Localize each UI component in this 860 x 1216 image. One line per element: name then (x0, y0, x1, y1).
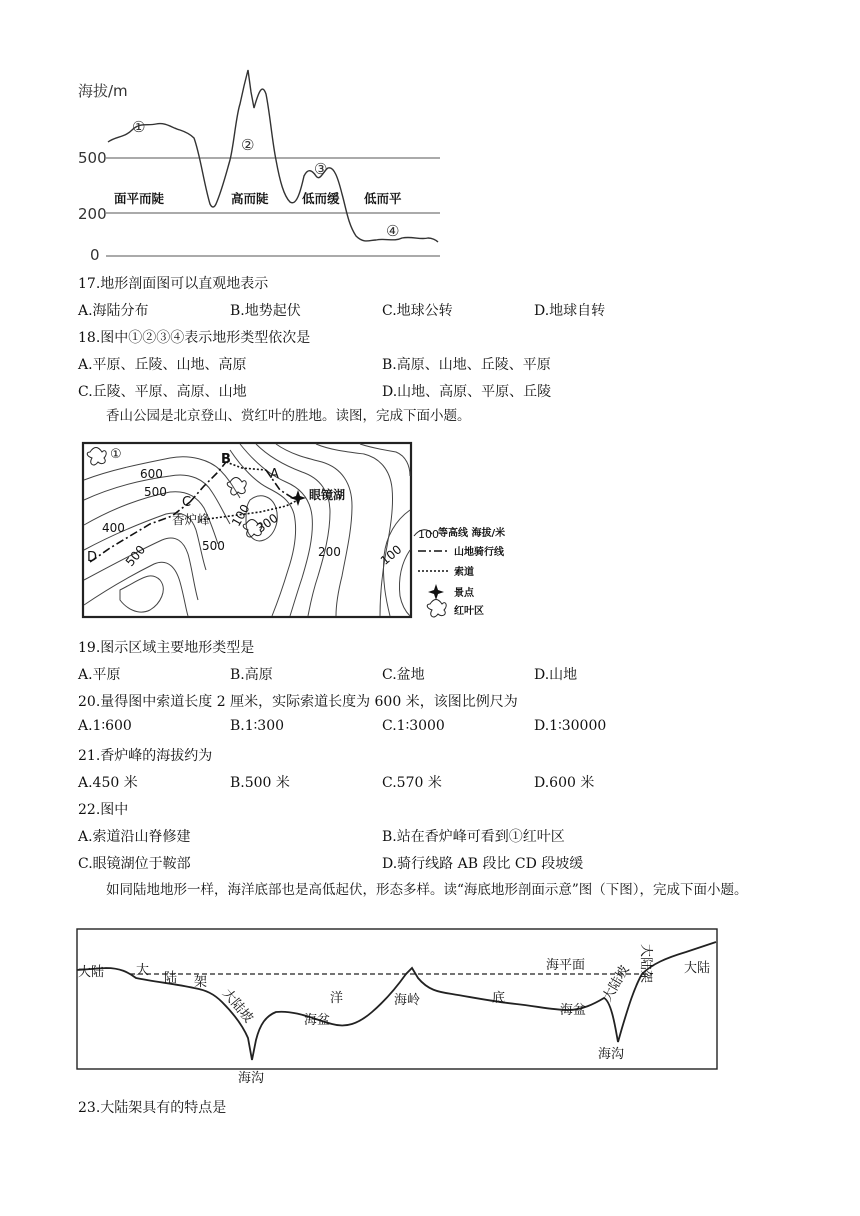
q19-option-a[interactable]: A.平原 (78, 667, 121, 683)
region-label-1: 面平而陡 (114, 191, 165, 206)
q21-option-a[interactable]: A.450 米 (78, 775, 138, 791)
q21-option-b[interactable]: B.500 米 (230, 775, 290, 791)
seafloor-label-basin-right: 海盆 (560, 1003, 587, 1018)
legend-contour-text: 等高线 海拔/米 (438, 528, 506, 539)
seafloor-label-ridge: 海岭 (394, 993, 421, 1008)
map-label-lake: 眼镜湖 (309, 488, 346, 502)
seafloor-label-sea-level: 海平面 (546, 958, 586, 973)
legend-contour-value: 100 (418, 528, 439, 541)
seafloor-label-shelf-left-1: 大 (136, 963, 150, 978)
q22-option-d[interactable]: D.骑行线路 AB 段比 CD 段坡缓 (382, 856, 584, 872)
intro-xiangshan: 香山公园是北京登山、赏红叶的胜地。读图，完成下面小题。 (106, 408, 471, 424)
q19-option-d[interactable]: D.山地 (534, 667, 578, 683)
map-label-peak: 香炉峰 (172, 512, 210, 527)
legend-cycling-text: 山地骑行线 (454, 547, 504, 558)
q20-option-d[interactable]: D.1∶30000 (534, 718, 607, 734)
marker-2: ② (241, 136, 255, 154)
contour-label-300: 300 (253, 510, 281, 536)
seafloor-label-shelf-left-3: 架 (194, 975, 208, 990)
contour-label-100-b: 100 (377, 542, 405, 568)
region-label-4: 低而平 (364, 191, 402, 206)
seafloor-label-slope-left: 大陆坡 (219, 986, 256, 1026)
map-label-b: B (221, 452, 231, 467)
seafloor-label-trench-right: 海沟 (598, 1047, 625, 1062)
q20-stem: 20.量得图中索道长度 2 厘米，实际索道长度为 600 米，该图比例尺为 (78, 694, 518, 710)
seafloor-label-trench-left: 海沟 (238, 1071, 265, 1086)
contour-label-200: 200 (318, 545, 341, 559)
q18-option-a[interactable]: A.平原、丘陵、山地、高原 (78, 357, 247, 373)
q22-stem: 22.图中 (78, 802, 129, 818)
map-label-c: C (182, 495, 192, 510)
profile-ylabel: 海拔/m (78, 82, 128, 100)
seafloor-profile-figure (76, 928, 720, 1088)
q19-stem: 19.图示区域主要地形类型是 (78, 640, 255, 656)
terrain-profile-figure (76, 64, 446, 264)
marker-3: ③ (314, 160, 328, 178)
contour-label-500-c: 500 (122, 542, 149, 570)
q18-option-d[interactable]: D.山地、高原、平原、丘陵 (382, 384, 552, 400)
legend-red-leaf-text: 红叶区 (454, 606, 484, 617)
q21-option-c[interactable]: C.570 米 (382, 775, 442, 791)
q21-option-d[interactable]: D.600 米 (534, 775, 595, 791)
seafloor-label-slope-right: 大陆坡 (600, 963, 633, 1005)
map-label-d: D (87, 550, 98, 565)
contour-label-600: 600 (140, 467, 163, 481)
q18-stem: 18.图中①②③④表示地形类型依次是 (78, 330, 311, 346)
seafloor-label-ocean: 洋 (330, 991, 344, 1006)
legend-cable-text: 索道 (454, 567, 474, 578)
seafloor-label-shelf-left-2: 陆 (164, 971, 178, 986)
q18-option-b[interactable]: B.高原、山地、丘陵、平原 (382, 357, 551, 373)
tick-200: 200 (78, 205, 107, 223)
marker-1: ① (132, 118, 146, 136)
seafloor-label-land-right: 大陆 (684, 961, 711, 976)
contour-label-400: 400 (102, 521, 125, 535)
tick-0: 0 (90, 246, 100, 264)
tick-500: 500 (78, 149, 107, 167)
q18-option-c[interactable]: C.丘陵、平原、高原、山地 (78, 384, 247, 400)
q21-stem: 21.香炉峰的海拔约为 (78, 748, 213, 764)
q22-option-b[interactable]: B.站在香炉峰可看到①红叶区 (382, 829, 565, 845)
q19-option-b[interactable]: B.高原 (230, 667, 273, 683)
seafloor-label-basin-left: 海盆 (304, 1013, 331, 1028)
q20-option-a[interactable]: A.1∶600 (78, 718, 132, 734)
contour-label-100-a: 100 (228, 501, 253, 529)
map-label-a: A (270, 467, 279, 482)
q17-option-a[interactable]: A.海陆分布 (78, 303, 149, 319)
contour-label-500-b: 500 (202, 539, 225, 553)
q17-stem: 17.地形剖面图可以直观地表示 (78, 276, 269, 292)
contour-label-500-a: 500 (144, 485, 167, 499)
intro-seafloor: 如同陆地地形一样，海洋底部也是高低起伏，形态多样。读“海底地形剖面示意”图（下图），完成下面小题。 (106, 882, 748, 898)
map-legend (414, 526, 505, 617)
map-marker-1: ① (110, 447, 122, 462)
q22-option-c[interactable]: C.眼镜湖位于鞍部 (78, 856, 191, 872)
profile-line (108, 70, 438, 242)
region-label-3: 低而缓 (302, 191, 340, 206)
region-label-2: 高而陡 (231, 191, 269, 206)
q23-stem: 23.大陆架具有的特点是 (78, 1100, 227, 1116)
q17-option-b[interactable]: B.地势起伏 (230, 303, 301, 319)
seafloor-label-shelf-right: 大陆架 (638, 944, 653, 984)
seafloor-label-bottom: 底 (492, 991, 506, 1006)
q17-option-c[interactable]: C.地球公转 (382, 303, 453, 319)
legend-scenic-icon (428, 584, 444, 600)
seafloor-label-land-left: 大陆 (78, 965, 105, 980)
contour-map-figure (80, 440, 520, 620)
marker-4: ④ (386, 222, 400, 240)
legend-red-leaf-icon (427, 600, 446, 617)
q22-option-a[interactable]: A.索道沿山脊修建 (78, 829, 191, 845)
q20-option-c[interactable]: C.1∶3000 (382, 718, 445, 734)
legend-scenic-text: 景点 (454, 588, 474, 599)
q17-option-d[interactable]: D.地球自转 (534, 303, 606, 319)
q20-option-b[interactable]: B.1∶300 (230, 718, 285, 734)
q19-option-c[interactable]: C.盆地 (382, 667, 425, 683)
